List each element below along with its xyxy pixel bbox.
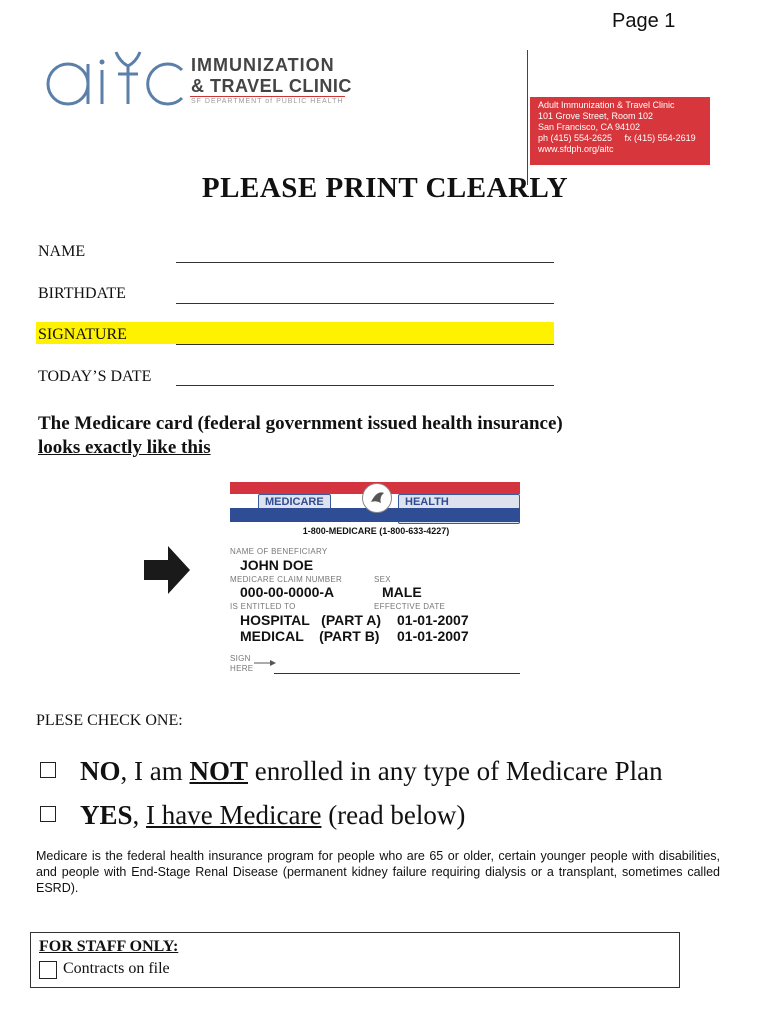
card-sign-label: SIGN (230, 654, 251, 663)
todays-date-field[interactable] (176, 385, 554, 386)
card-phone: 1-800-MEDICARE (1-800-633-4227) (302, 526, 450, 536)
header-divider (527, 50, 528, 185)
card-medical: MEDICAL (PART B) (240, 628, 380, 644)
page-title: PLEASE PRINT CLEARLY (201, 172, 569, 204)
card-signature-line (274, 673, 520, 674)
contracts-label: Contracts on file (63, 960, 170, 977)
todays-date-label: TODAY’S DATE (38, 368, 152, 385)
card-medicare-label: MEDICARE (258, 494, 331, 510)
option-yes-text2: (read below) (321, 800, 466, 830)
card-beneficiary-label: NAME OF BENEFICIARY (230, 547, 328, 556)
check-one-label: PLESE CHECK ONE: (36, 712, 183, 729)
staff-only-title: FOR STAFF ONLY: (39, 938, 179, 955)
logo-rule (190, 96, 345, 97)
logo-title-line1: IMMUNIZATION (191, 55, 335, 75)
signature-field[interactable] (176, 344, 554, 345)
logo-subtitle: SF DEPARTMENT of PUBLIC HEALTH (191, 98, 344, 105)
contracts-checkbox[interactable] (39, 961, 57, 979)
medicare-intro-line1: The Medicare card (federal government issued health insurance) (38, 413, 563, 434)
name-label: NAME (38, 243, 86, 260)
card-entitled-label: IS ENTITLED TO (230, 602, 296, 611)
contact-name: Adult Immunization & Travel Clinic (538, 100, 675, 110)
card-sex: MALE (382, 584, 422, 600)
contact-web: www.sfdph.org/aitc (538, 144, 614, 154)
card-effective-label: EFFECTIVE DATE (374, 602, 446, 611)
medicare-card-sample (222, 478, 530, 686)
card-health-insurance-label: HEALTH (398, 494, 520, 524)
option-no-bold: NO (80, 756, 121, 786)
birthdate-field[interactable] (176, 303, 554, 304)
card-hospital: HOSPITAL (PART A) (240, 612, 382, 628)
card-hospital-date: 01-01-2007 (397, 612, 469, 628)
option-no-not: NOT (189, 756, 248, 786)
yes-checkbox[interactable] (40, 806, 56, 822)
sign-arrow-icon (254, 659, 276, 667)
signature-label: SIGNATURE (38, 326, 127, 343)
card-claim-label: MEDICARE CLAIM NUMBER (230, 575, 343, 584)
option-yes-have-medicare: I have Medicare (146, 800, 322, 830)
aitc-logo (44, 40, 186, 112)
page-number: Page 1 (612, 10, 676, 32)
contact-city: San Francisco, CA 94102 (538, 122, 641, 132)
contact-phone: ph (415) 554-2625 fx (415) 554-2619 (538, 133, 696, 143)
birthdate-label: BIRTHDATE (38, 285, 126, 302)
staff-only-box (30, 932, 680, 988)
card-sex-label: SEX (374, 575, 391, 584)
no-checkbox[interactable] (40, 762, 56, 778)
medicare-intro-line2: looks exactly like this (38, 437, 211, 458)
option-no-text (80, 756, 663, 787)
card-claim-number: 000-00-0000-A (240, 584, 335, 600)
option-no-text2: enrolled in any type of Medicare Plan (248, 756, 663, 786)
contact-box (530, 97, 710, 165)
card-beneficiary: JOHN DOE (240, 557, 314, 573)
logo-title-line2: & TRAVEL CLINIC (191, 76, 352, 96)
medicare-intro (38, 412, 563, 460)
option-yes-bold: YES (80, 800, 133, 830)
name-field[interactable] (176, 262, 554, 263)
medicare-explanation: Medicare is the federal health insurance program for people who are 65 or older, certain younger people with disabilities, and people with End-Stage Renal Disease (permanent kidney failure requiring dialysis or a transplant, sometimes called ESRD). (36, 849, 720, 895)
card-medical-date: 01-01-2007 (397, 628, 469, 644)
option-yes-text1: , (132, 800, 147, 830)
right-arrow-icon (144, 546, 190, 594)
contact-street: 101 Grove Street, Room 102 (538, 111, 654, 121)
hhs-seal-icon (362, 483, 392, 513)
option-no-text1: , I am (120, 756, 190, 786)
card-here-label: HERE (230, 664, 254, 673)
option-yes-text (80, 800, 465, 831)
